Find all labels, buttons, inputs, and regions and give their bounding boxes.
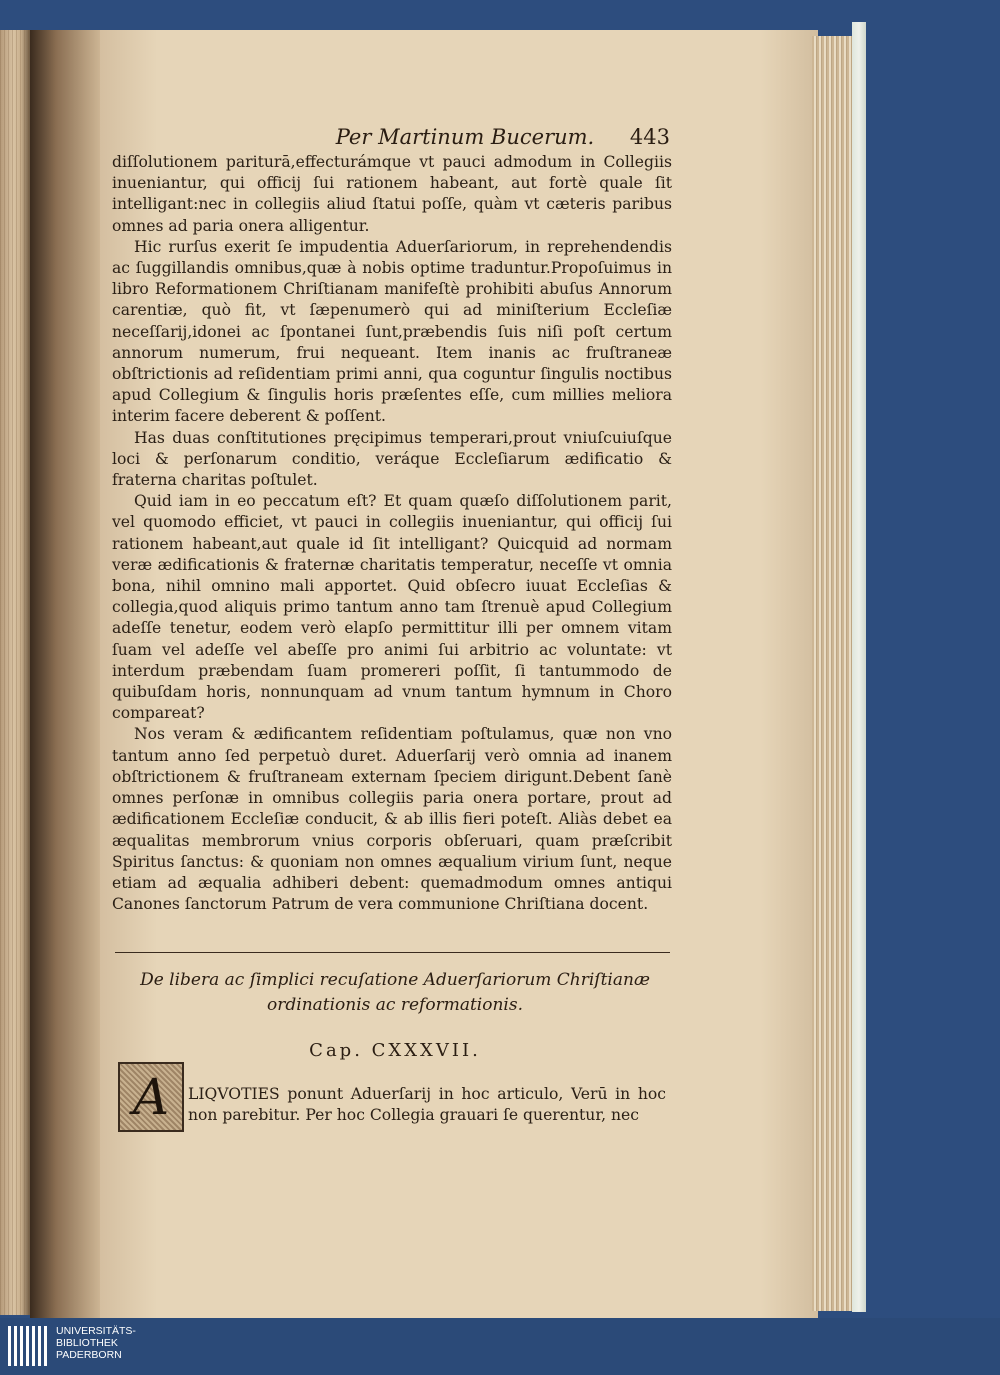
paragraph: Hic rurſus exerit ſe impudentia Aduerſariorum, in reprehendendis ac ſuggillandis omnibus,quæ à nobis optime traduntur.Propoſuimus in libro Reformationem Chriſtianam manifeſtè prohibiti abuſus Annorum carentiæ, quò fit, vt ſæpenumerò qui ad miniſterium Eccleſiæ neceſſarij,idonei ac ſpontanei ſunt,præbendis ſuis niſi poſt certum annorum numerum, frui nequeant. Item inanis ac fruſtraneæ obſtrictionis ad reſidentiam primi anni, qua coguntur ſingulis noctibus apud Collegium & ſingulis horis præſentes eſſe, cum millies meliora interim facere deberent & poſſent. (112, 237, 672, 426)
library-logo-icon (8, 1326, 48, 1366)
chapter-heading (115, 968, 675, 1018)
logo-line: PADERBORN (56, 1349, 122, 1361)
decorated-initial (118, 1062, 184, 1132)
logo-line: UNIVERSITÄTS- (56, 1325, 136, 1337)
paragraph: diſſolutionem pariturā,effecturámque vt pauci admodum in Collegiis inueniantur, qui officij ſui rationem habeant, aut fortè quale ſit intelligant:nec in collegiis aliud ſtatui poſſe, quàm vt cæteris paribus omnes ad paria onera alligentur. (112, 153, 672, 235)
paragraph: Nos veram & ædificantem reſidentiam poſtulamus, quæ non vno tantum anno ſed perpetuò duret. Aduerſarij verò omnia ad inanem obſtrictionem & fruſtraneam externam ſpeciem dirigunt.Debent ſanè omnes perſonæ in omnibus collegiis paria onera portare, prout ad ædificationem Eccleſiæ conducit, & ab illis fieri poteſt. Aliàs debet ea æqualitas membrorum vnius corporis obſeruari, quam præſcribit Spiritus ſanctus: & quoniam non omnes æqualium virium ſunt, neque etiam ad æqualia adhiberi debent: quemadmodum omnes antiqui Canones ſanctorum Patrum de vera communione Chriſtiana docent. (112, 725, 672, 914)
section-divider (115, 952, 670, 953)
logo-line: BIBLIOTHEK (56, 1337, 118, 1349)
page-header (110, 125, 670, 155)
fore-edge (812, 36, 854, 1311)
initial-letter: A (132, 1068, 170, 1126)
running-title: Per Martinum Bucerum. (335, 125, 595, 149)
left-page-texture (0, 30, 30, 1315)
paragraph: Has duas conſtitutiones pręcipimus temperari,prout vniuſcuiuſque loci & perſonarum conditio, veráque Eccleſiarum ædificatio & fraterna charitas poſtulet. (112, 428, 672, 490)
paragraph: Quid iam in eo peccatum eſt? Et quam quæſo diſſolutionem parit, vel quomodo efficiet, vt pauci in collegiis inueniantur, qui officij ſui rationem habeant,aut quale id ſit intelligant? Quicquid ad normam veræ ædificationis & fraternæ charitatis temperatur, neceſſe vt omnia bona, nihil omnino mali apportet. Quid obſecro iuuat Eccleſias & collegia,quod aliquis primo tantum anno tam ſtrenuè apud Collegium adeſſe tenetur, eodem verò elapſo permittitur illi per omnem vitam ſuam vel adeſſe vel abeſſe pro animi ſui arbitrio ac voluntate: vt interdum præbendam ſuam promereri poſſit, ſi tantummodo de quibuſdam horis, nonnunquam ad vnum tantum hymnum in Choro compareat? (112, 492, 672, 723)
chapter-opening-text: LIQVOTIES ponunt Aduerſarij in hoc articulo, Verū in hoc non parebitur. Per hoc Collegia grauari ſe querentur, nec (188, 1085, 666, 1125)
body-text (112, 152, 672, 915)
page-number: 443 (629, 125, 670, 149)
book-gutter (30, 30, 105, 1320)
chapter-number: Cap. CXXXVII. (309, 1040, 481, 1061)
book-cover-edge (852, 22, 866, 1312)
chapter-heading-line: ordinationis ac reformationis. (267, 995, 523, 1015)
chapter-heading-line: De libera ac ſimplici recuſatione Aduerſariorum Chriſtianæ (140, 970, 650, 990)
library-logo-text (56, 1325, 176, 1361)
